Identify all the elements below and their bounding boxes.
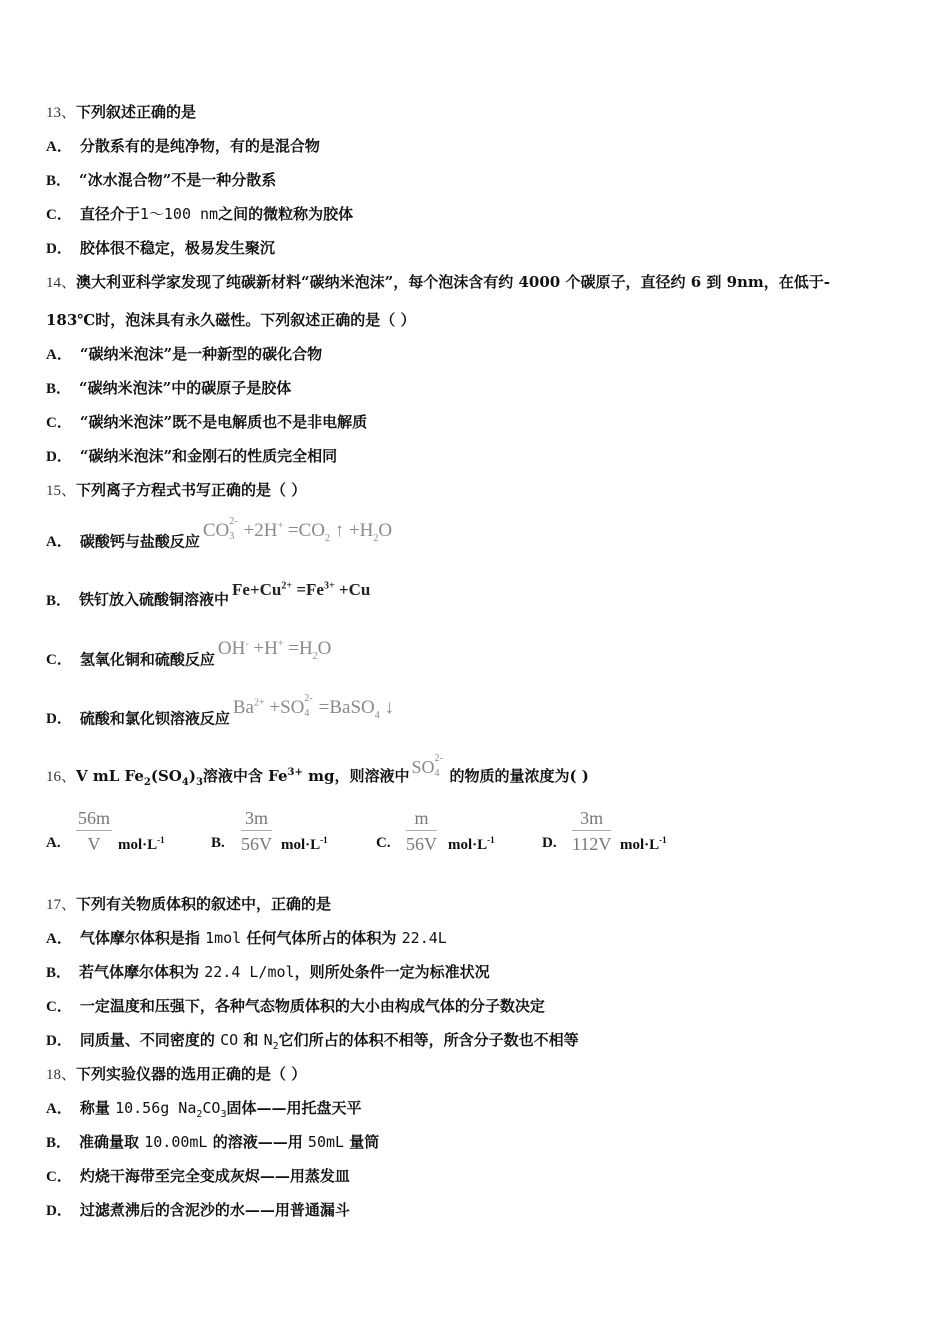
ionic-equation: $Fe+Cu^{2+} =Fe^{3+} +Cu$ — [232, 579, 371, 599]
question-18-option-a: A． 称量 10.56g $Na_2CO_3$固体——用托盘天平 — [46, 1099, 362, 1120]
option-letter: C． — [46, 999, 72, 1015]
question-17-stem — [46, 894, 331, 915]
fraction: $\frac{m}{56V}$ — [406, 808, 437, 854]
option-text: “冰水混合物”不是一种分散系 — [79, 171, 277, 189]
question-17-option-d: D． 同质量、不同密度的 CO 和 $N_2$它们所占的体积不相等，所含分子数也不相等 — [46, 1031, 579, 1052]
question-13-option-c — [46, 204, 353, 225]
option-range: 1～100 nm — [139, 205, 219, 223]
question-14-option-a — [46, 344, 322, 365]
option-text: 氢氧化铜和硫酸反应 — [79, 650, 215, 669]
option-letter: C． — [46, 652, 72, 669]
question-17-option-c: C． 一定温度和压强下，各种气态物质体积的大小由构成气体的分子数决定 — [46, 997, 545, 1015]
question-18-option-b: B． 准确量取 10.00mL 的溶液——用 50mL 量筒 — [46, 1133, 380, 1151]
question-14-option-d — [46, 446, 337, 467]
question-18-option-d: D． 过滤煮沸后的含泥沙的水——用普通漏斗 — [46, 1201, 350, 1219]
question-text: V mL $Fe_2(SO_4)_3$溶液中含 $Fe^{3+}$ mg，则溶液中 — [76, 767, 410, 788]
option-letter: A. — [46, 835, 61, 851]
question-number: 18、 — [46, 1067, 77, 1083]
question-text: 下列离子方程式书写正确的是（ ） — [76, 481, 307, 499]
option-letter: B. — [211, 835, 225, 851]
option-letter: A． — [46, 347, 72, 363]
option-letter: B． — [46, 592, 72, 609]
option-text: 铁钉放入硫酸铜溶液中 — [79, 590, 230, 609]
sulfate-ion: SO 2- 4 — [411, 753, 443, 779]
question-18-option-c: C． 灼烧干海带至完全变成灰烬——用蒸发皿 — [46, 1167, 350, 1185]
option-letter: A． — [46, 139, 72, 155]
fraction: $\frac{3m}{56V}$ — [241, 808, 272, 854]
question-13-option-d — [46, 238, 275, 259]
fraction: $\frac{56m}{V}$ — [78, 808, 111, 854]
option-letter: C． — [46, 415, 72, 431]
option-text: “碳纳米泡沫”既不是电解质也不是非电解质 — [79, 413, 368, 431]
option-letter: A． — [46, 931, 72, 947]
unit: $mol\cdot L^{-1}$ — [118, 835, 165, 853]
question-text: 183℃时，泡沫具有永久磁性。下列叙述正确的是（ ） — [46, 311, 416, 329]
option-text: “碳纳米泡沫”中的碳原子是胶体 — [79, 379, 292, 397]
option-text: “碳纳米泡沫”是一种新型的碳化合物 — [79, 345, 323, 363]
option-letter: A． — [46, 534, 72, 551]
question-14-stem-line2 — [46, 310, 416, 330]
question-14-stem-line1 — [46, 272, 830, 293]
option-letter: C． — [46, 1169, 72, 1185]
option-letter: B． — [46, 965, 72, 981]
question-15-option-a — [46, 516, 393, 559]
option-text: 碳酸钙与盐酸反应 — [79, 532, 200, 551]
question-16-stem — [46, 753, 589, 793]
option-letter: D. — [542, 835, 557, 851]
question-14-option-c — [46, 412, 367, 433]
question-17-option-b: B． 若气体摩尔体积为 22.4 L/mol，则所处条件一定为标准状况 — [46, 963, 490, 981]
question-text: 的物质的量浓度为( ) — [449, 767, 589, 785]
ionic-equation: $OH^- +H^+ =H_2O$ — [217, 638, 332, 663]
option-letter: B． — [46, 381, 72, 397]
ionic-equation: CO 2- 3 $+2H^+ =CO_2$ ↑ $+H_2O$ — [202, 516, 393, 545]
question-15-stem — [46, 480, 306, 501]
option-letter: D． — [46, 1203, 72, 1219]
question-number: 17、 — [46, 897, 77, 913]
option-letter: B． — [46, 173, 72, 189]
option-text: 直径介于 — [79, 205, 140, 223]
unit: $mol\cdot L^{-1}$ — [281, 835, 328, 853]
question-18-stem — [46, 1064, 306, 1085]
fraction: $\frac{3m}{112V}$ — [572, 808, 612, 854]
unit: $mol\cdot L^{-1}$ — [448, 835, 495, 853]
question-15-option-d — [46, 693, 394, 736]
question-text: 下列叙述正确的是 — [76, 103, 197, 121]
question-13-stem — [46, 102, 196, 123]
question-13-option-b — [46, 170, 276, 191]
question-17-option-a: A． 气体摩尔体积是指 1mol 任何气体所占的体积为 22.4L — [46, 929, 447, 947]
option-letter: A． — [46, 1101, 72, 1117]
question-13-option-a — [46, 136, 320, 157]
question-15-option-b — [46, 579, 371, 611]
ionic-equation: $Ba^{2+} +SO$ 2- 4 =BaSO$_4$ ↓ — [232, 693, 394, 722]
question-16-options — [46, 808, 746, 860]
unit: $mol\cdot L^{-1}$ — [620, 835, 667, 853]
option-letter: D． — [46, 711, 72, 728]
option-letter: C． — [46, 207, 72, 223]
question-number: 13、 — [46, 105, 77, 121]
option-text: 分散系有的是纯净物，有的是混合物 — [79, 137, 320, 155]
option-letter: C. — [376, 835, 391, 851]
question-text: 下列实验仪器的选用正确的是（ ） — [76, 1065, 307, 1083]
question-number: 14、 — [46, 275, 77, 291]
question-number: 16、 — [46, 769, 77, 785]
option-text: 之间的微粒称为胶体 — [218, 205, 354, 223]
option-letter: B． — [46, 1135, 72, 1151]
option-text: 胶体很不稳定，极易发生聚沉 — [79, 239, 275, 257]
question-text: 下列有关物质体积的叙述中，正确的是 — [76, 895, 332, 913]
option-letter: D． — [46, 1033, 72, 1049]
question-number: 15、 — [46, 483, 77, 499]
option-text: “碳纳米泡沫”和金刚石的性质完全相同 — [79, 447, 338, 465]
option-letter: D． — [46, 241, 72, 257]
question-text: 澳大利亚科学家发现了纯碳新材料“碳纳米泡沫”，每个泡沫含有约 4000 个碳原子，直径约 6 到 9nm，在低于- — [76, 273, 831, 291]
question-14-option-b — [46, 378, 291, 399]
question-15-option-c — [46, 638, 332, 677]
option-letter: D． — [46, 449, 72, 465]
option-text: 硫酸和氯化钡溶液反应 — [79, 709, 230, 728]
